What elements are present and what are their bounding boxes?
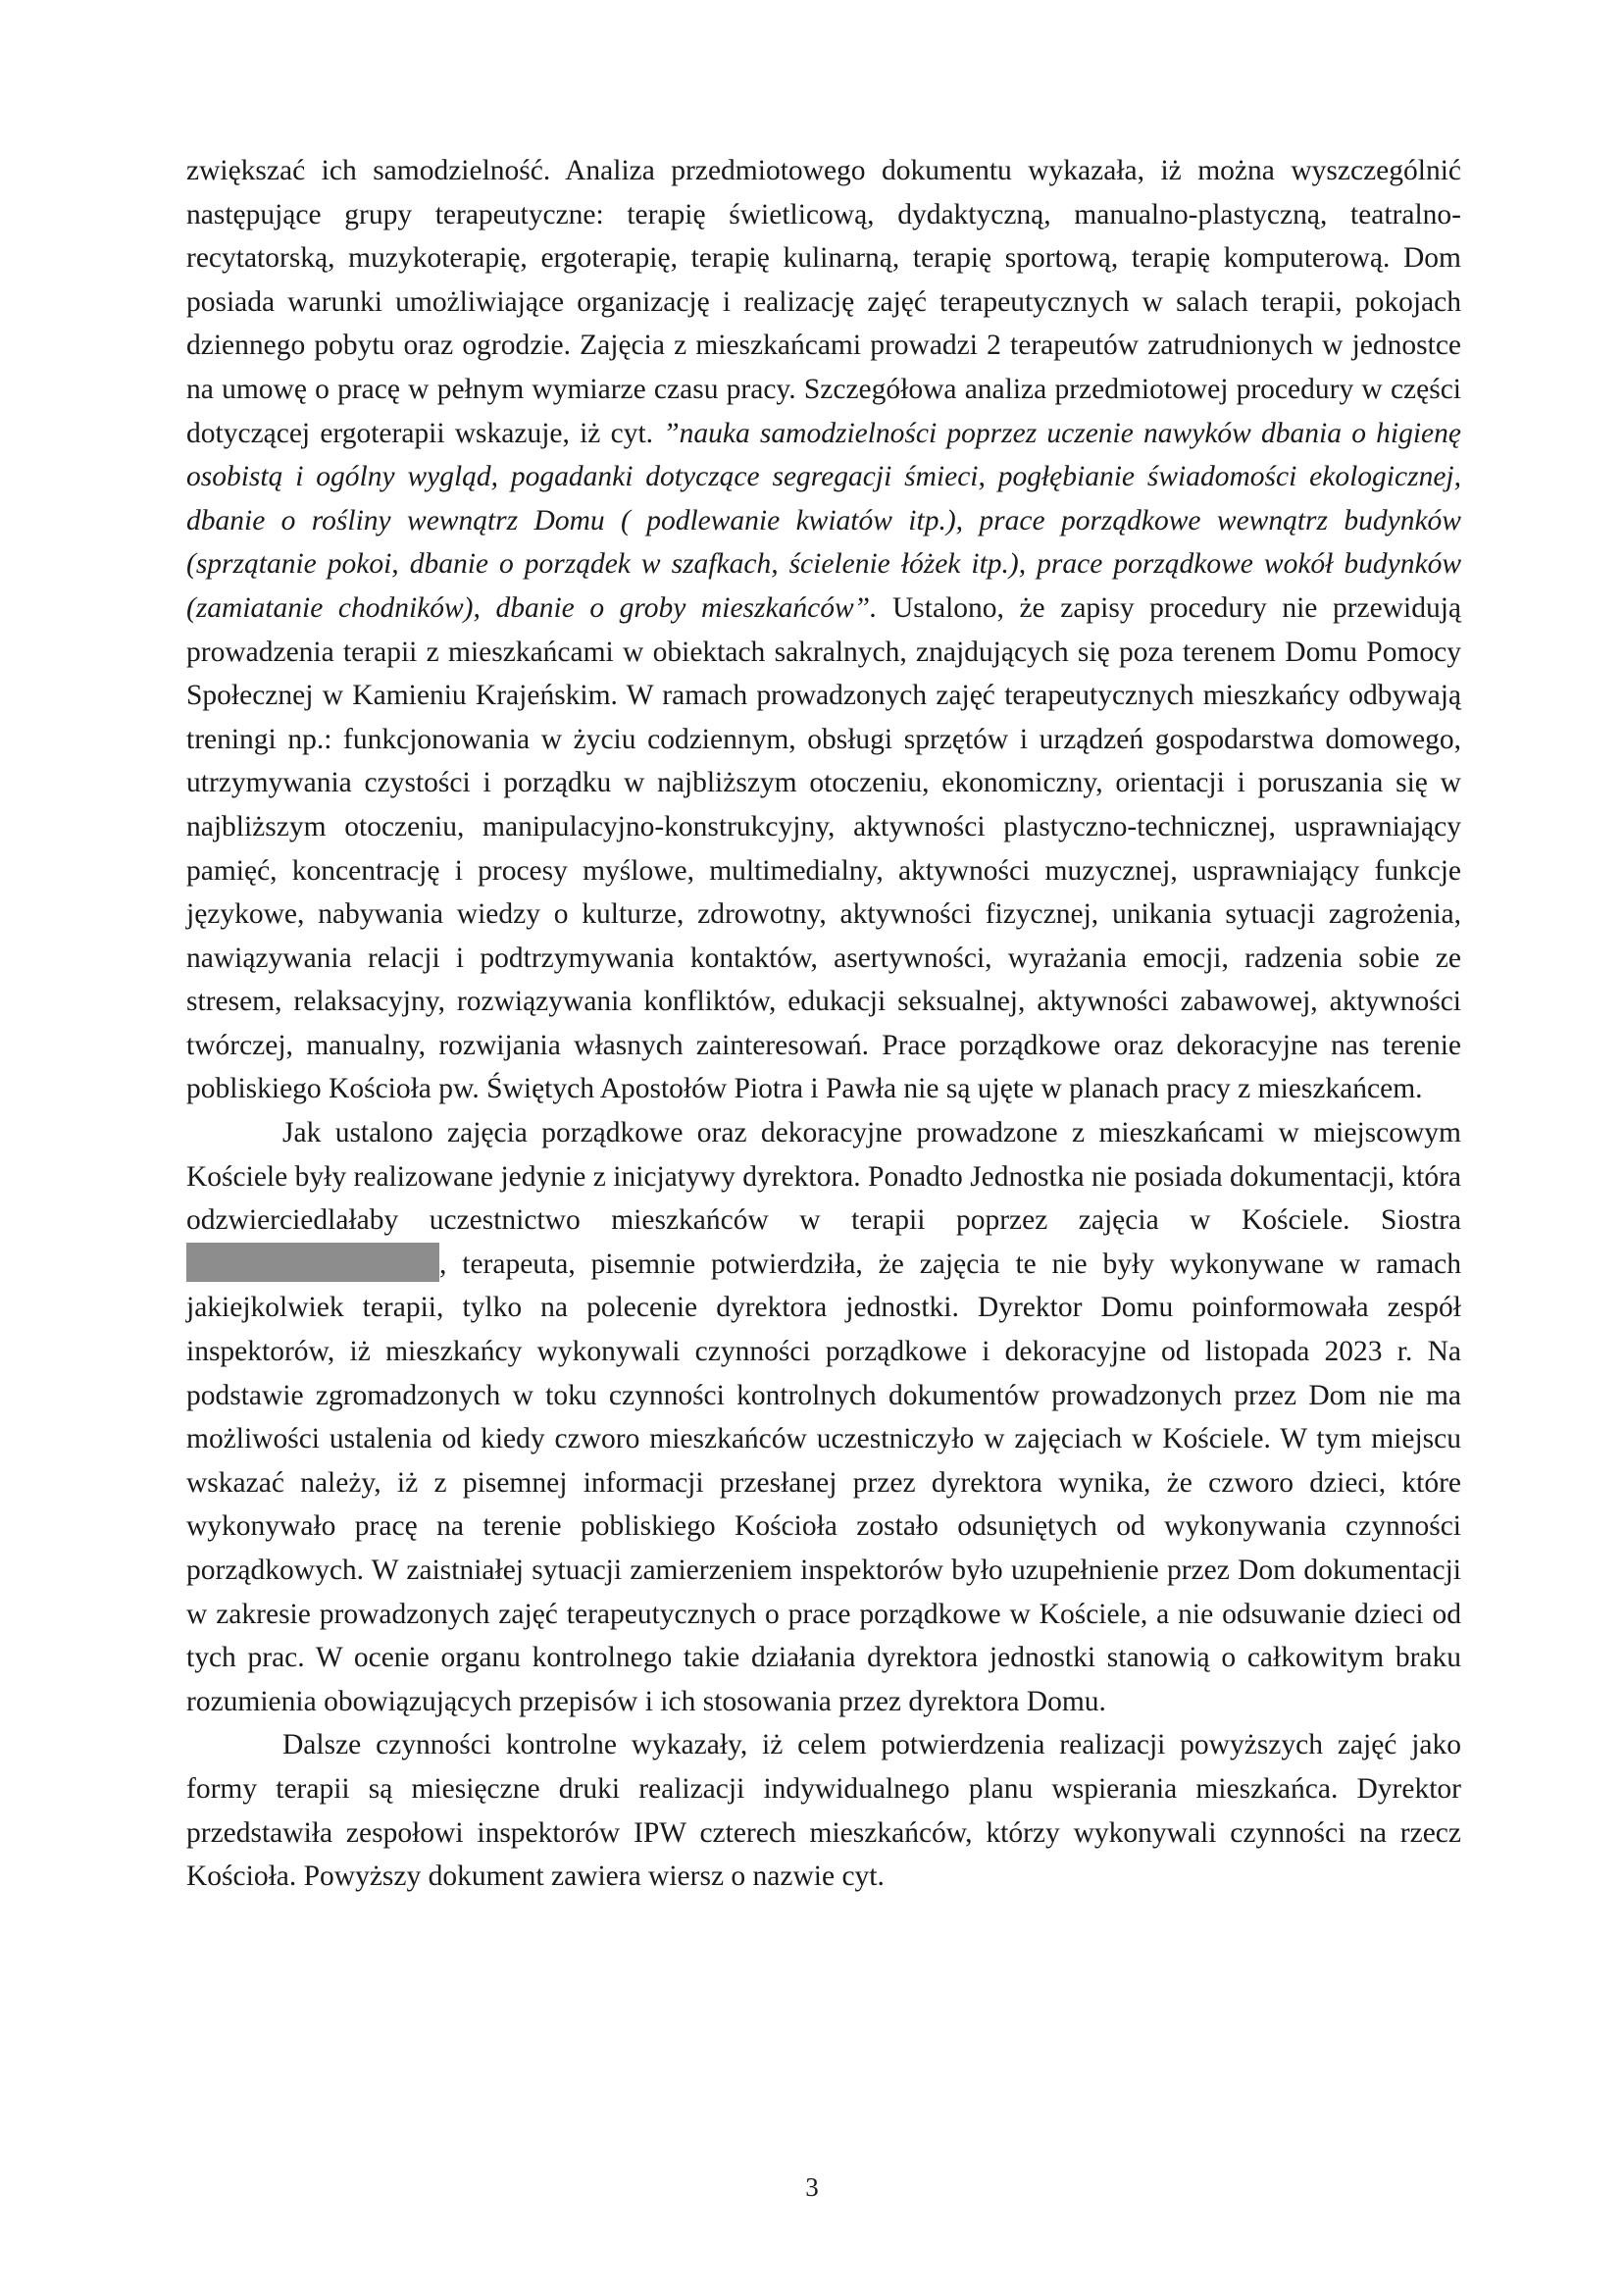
paragraph-2-continuation: , terapeuta, pisemnie potwierdziła, że zajęcia te nie były wykonywane w ramach jakiejkolwiek terapii, tylko na polecenie dyrektora jednostki. Dyrektor Domu poinformowała zespół inspektorów, iż mieszkańcy wykonywali czynności porządkowe i dekoracyjne od listopada 2023 r. Na podstawie zgromadzonych w toku czynności kontrolnych dokumentów prowadzonych przez Dom nie ma możliwości ustalenia od kiedy czworo mieszkańców uczestniczyło w zajęciach w Kościele. W tym miejscu wskazać należy, iż z pisemnej informacji przesłanej przez dyrektora wynika, że czworo dzieci, które wykonywało pracę na terenie pobliskiego Kościoła zostało odsuniętych od wykonywania czynności porządkowych. W zaistniałej sytuacji zamierzeniem inspektorów było uzupełnienie przez Dom dokumentacji w zakresie prowadzonych zajęć terapeutycznych o prace porządkowe w Kościele, a nie odsuwanie dzieci od tych prac. W ocenie organu kontrolnego takie działania dyrektora jednostki stanowią o całkowitym braku rozumienia obowiązujących przepisów i ich stosowania przez dyrektora Domu. xyxy=(186,1248,1461,1717)
paragraph-3-text: Dalsze czynności kontrolne wykazały, iż celem potwierdzenia realizacji powyższych zajęć jako formy terapii są miesięczne druki realizacji indywidualnego planu wspierania mieszkańca. Dyrektor przedstawiła zespołowi inspektorów IPW czterech mieszkańców, którzy wykonywali czynności na rzecz Kościoła. Powyższy dokument zawiera wiersz o nazwie cyt. xyxy=(186,1729,1461,1893)
paragraph-3 xyxy=(186,1723,1461,1898)
paragraph-1-text: zwiększać ich samodzielność. Analiza przedmiotowego dokumentu wykazała, iż można wyszczególnić następujące grupy terapeutyczne: terapię świetlicową, dydaktyczną, manualno-plastyczną, teatralno-recytatorską, muzykoterapię, ergoterapię, terapię kulinarną, terapię sportową, terapię komputerową. Dom posiada warunki umożliwiające organizację i realizację zajęć terapeutycznych w salach terapii, pokojach dziennego pobytu oraz ogrodzie. Zajęcia z mieszkańcami prowadzi 2 terapeutów zatrudnionych w jednostce na umowę o pracę w pełnym wymiarze czasu pracy. Szczegółowa analiza przedmiotowej procedury w części dotyczącej ergoterapii wskazuje, iż cyt. xyxy=(186,155,1461,449)
document-body xyxy=(186,149,1461,1899)
paragraph-1 xyxy=(186,149,1461,1111)
procedure-quote: ”nauka samodzielności poprzez uczenie nawyków dbania o higienę osobistą i ogólny wygląd, pogadanki dotyczące segregacji śmieci, pogłębianie świadomości ekologicznej, dbanie o rośliny wewnątrz Domu ( podlewanie kwiatów itp.), prace porządkowe wewnątrz budynków (sprzątanie pokoi, dbanie o porządek w szafkach, ścielenie łóżek itp.), prace porządkowe wokół budynków (zamiatanie chodników), dbanie o groby mieszkańców”. xyxy=(186,417,1461,624)
paragraph-1-continuation: Ustalono, że zapisy procedury nie przewidują prowadzenia terapii z mieszkańcami w obiektach sakralnych, znajdujących się poza terenem Domu Pomocy Społecznej w Kamieniu Krajeńskim. W ramach prowadzonych zajęć terapeutycznych mieszkańcy odbywają treningi np.: funkcjonowania w życiu codziennym, obsługi sprzętów i urządzeń gospodarstwa domowego, utrzymywania czystości i porządku w najbliższym otoczeniu, ekonomiczny, orientacji i poruszania się w najbliższym otoczeniu, manipulacyjno-konstrukcyjny, aktywności plastyczno-technicznej, usprawniający pamięć, koncentrację i procesy myślowe, multimedialny, aktywności muzycznej, usprawniający funkcje językowe, nabywania wiedzy o kulturze, zdrowotny, aktywności fizycznej, unikania sytuacji zagrożenia, nawiązywania relacji i podtrzymywania kontaktów, asertywności, wyrażania emocji, radzenia sobie ze stresem, relaksacyjny, rozwiązywania konfliktów, edukacji seksualnej, aktywności zabawowej, aktywności twórczej, manualny, rozwijania własnych zainteresowań. Prace porządkowe oraz dekoracyjne nas terenie pobliskiego Kościoła pw. Świętych Apostołów Piotra i Pawła nie są ujęte w planach pracy z mieszkańcem. xyxy=(186,591,1461,1105)
redacted-name xyxy=(186,1243,439,1282)
paragraph-2-text: Jak ustalono zajęcia porządkowe oraz dekoracyjne prowadzone z mieszkańcami w miejscowym Kościele były realizowane jedynie z inicjatywy dyrektora. Ponadto Jednostka nie posiada dokumentacji, która odzwierciedlałaby uczestnictwo mieszkańców w terapii poprzez zajęcia w Kościele. Siostra xyxy=(186,1117,1461,1237)
paragraph-2 xyxy=(186,1111,1461,1723)
page-number: 3 xyxy=(805,2172,819,2202)
